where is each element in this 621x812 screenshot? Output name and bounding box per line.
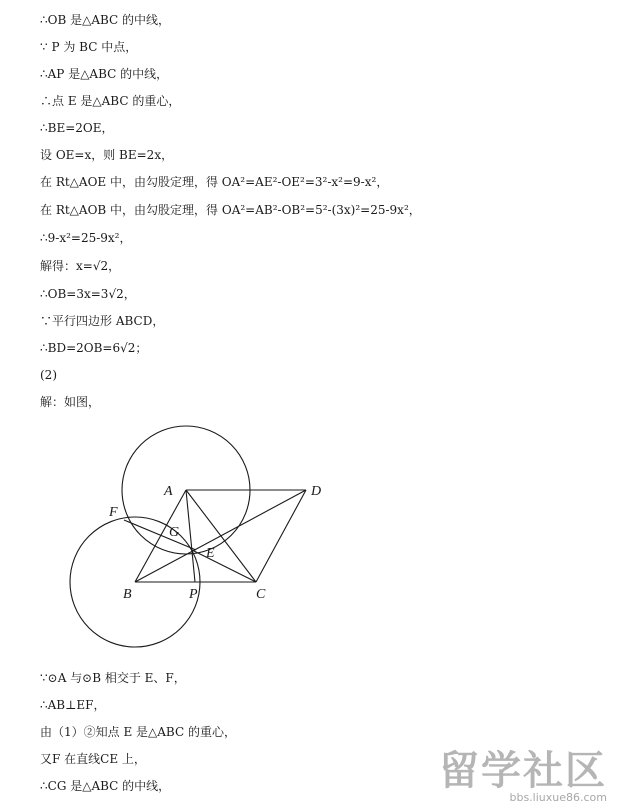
watermark-url: bbs.liuxue86.com bbox=[509, 791, 607, 804]
segment-ac bbox=[186, 490, 256, 582]
point-label-f: F bbox=[109, 505, 118, 520]
text-line-6: 设 OE=x，则 BE=2x， bbox=[40, 148, 174, 162]
segment-fe bbox=[124, 520, 196, 550]
point-label-p: P bbox=[189, 587, 198, 602]
point-label-c: C bbox=[256, 587, 266, 602]
text-line-16: ∵⊙A 与⊙B 相交于 E、F， bbox=[40, 671, 186, 685]
point-label-e: E bbox=[206, 546, 215, 561]
text-line-9: ∴9-x²=25-9x²， bbox=[40, 231, 132, 245]
text-line-11: ∴OB=3x=3√2， bbox=[40, 287, 136, 301]
segment-ap bbox=[186, 490, 195, 582]
text-line-13: ∴BD=2OB=6√2； bbox=[40, 341, 148, 355]
text-line-19: 又F 在直线CE 上， bbox=[40, 752, 146, 766]
point-label-d: D bbox=[311, 484, 322, 499]
text-line-12: ∵平行四边形 ABCD， bbox=[40, 314, 165, 328]
point-label-g: G bbox=[169, 525, 180, 540]
text-line-10: 解得：x=√2， bbox=[40, 259, 121, 273]
text-line-4: ∴点 E 是△ABC 的重心， bbox=[40, 94, 181, 108]
watermark-logo: 留学社区 bbox=[439, 748, 607, 794]
text-line-2: ∵ P 为 BC 中点， bbox=[40, 40, 138, 54]
text-line-20: ∴CG 是△ABC 的中线， bbox=[40, 779, 171, 793]
text-line-3: ∴AP 是△ABC 的中线， bbox=[40, 67, 169, 81]
text-line-8: 在 Rt△AOB 中，由勾股定理，得 OA²=AB²-OB²=5²-(3x)²=25-9x²， bbox=[40, 203, 421, 217]
text-line-18: 由（1）②知点 E 是△ABC 的重心， bbox=[40, 725, 236, 739]
text-line-17: ∴AB⊥EF， bbox=[40, 698, 106, 712]
segment-ce bbox=[192, 550, 256, 582]
text-line-5: ∴BE=2OE， bbox=[40, 121, 114, 135]
watermark bbox=[439, 750, 607, 804]
text-line-15: 解：如图， bbox=[40, 395, 101, 409]
point-label-b: B bbox=[123, 587, 132, 602]
point-label-a: A bbox=[164, 484, 173, 499]
text-line-1: ∴OB 是△ABC 的中线， bbox=[40, 13, 171, 27]
text-line-14: (2) bbox=[40, 368, 57, 382]
text-line-7: 在 Rt△AOE 中，由勾股定理，得 OA²=AE²-OE²=3²-x²=9-x²， bbox=[40, 175, 389, 189]
